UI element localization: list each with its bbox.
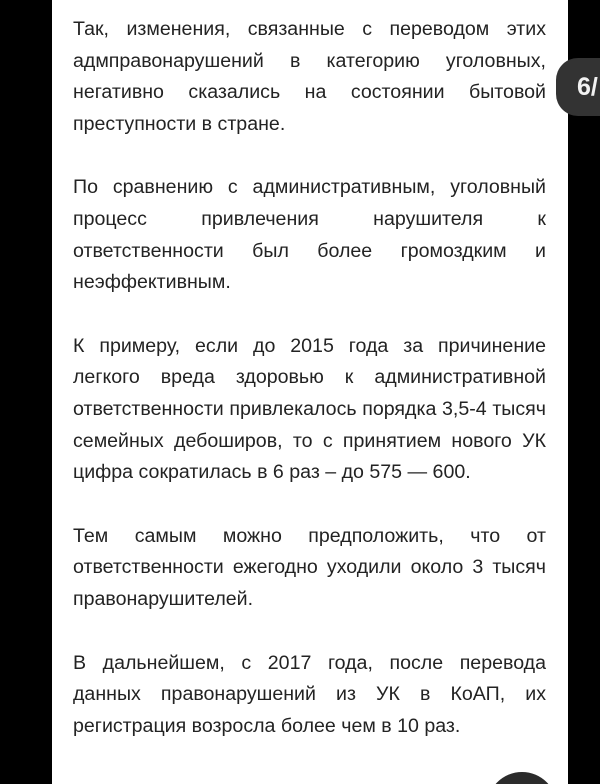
paragraph-1: Так, изменения, связанные с переводом этих адмправонарушений в категорию уголовных, негативно сказались на состоянии бытовой преступности в стране.: [73, 18, 546, 135]
paragraph-4: Тем самым можно предположить, что от ответственности ежегодно уходили около 3 тысяч правонарушителей.: [73, 524, 546, 610]
article-page[interactable]: [52, 0, 568, 784]
paragraph-3: К примеру, если до 2015 года за причинение легкого вреда здоровью к административной ответственности привлекалось порядка 3,5-4 тысяч семейных дебоширов, то с принятием нового УК цифра сократилась в 6 раз – до 575 — 600.: [73, 334, 546, 484]
page-indicator-badge: [556, 58, 600, 116]
paragraph-5: В дальнейшем, с 2017 года, после перевода данных правонарушений из УК в КоАП, их регистрация возросла более чем в 10 раз.: [73, 651, 546, 737]
article-body: [52, 0, 568, 742]
page-indicator-label: 6/: [577, 73, 598, 101]
paragraph-2: По сравнению с административным, уголовный процесс привлечения нарушителя к ответственности был более громоздким и неэффективным.: [73, 176, 546, 294]
